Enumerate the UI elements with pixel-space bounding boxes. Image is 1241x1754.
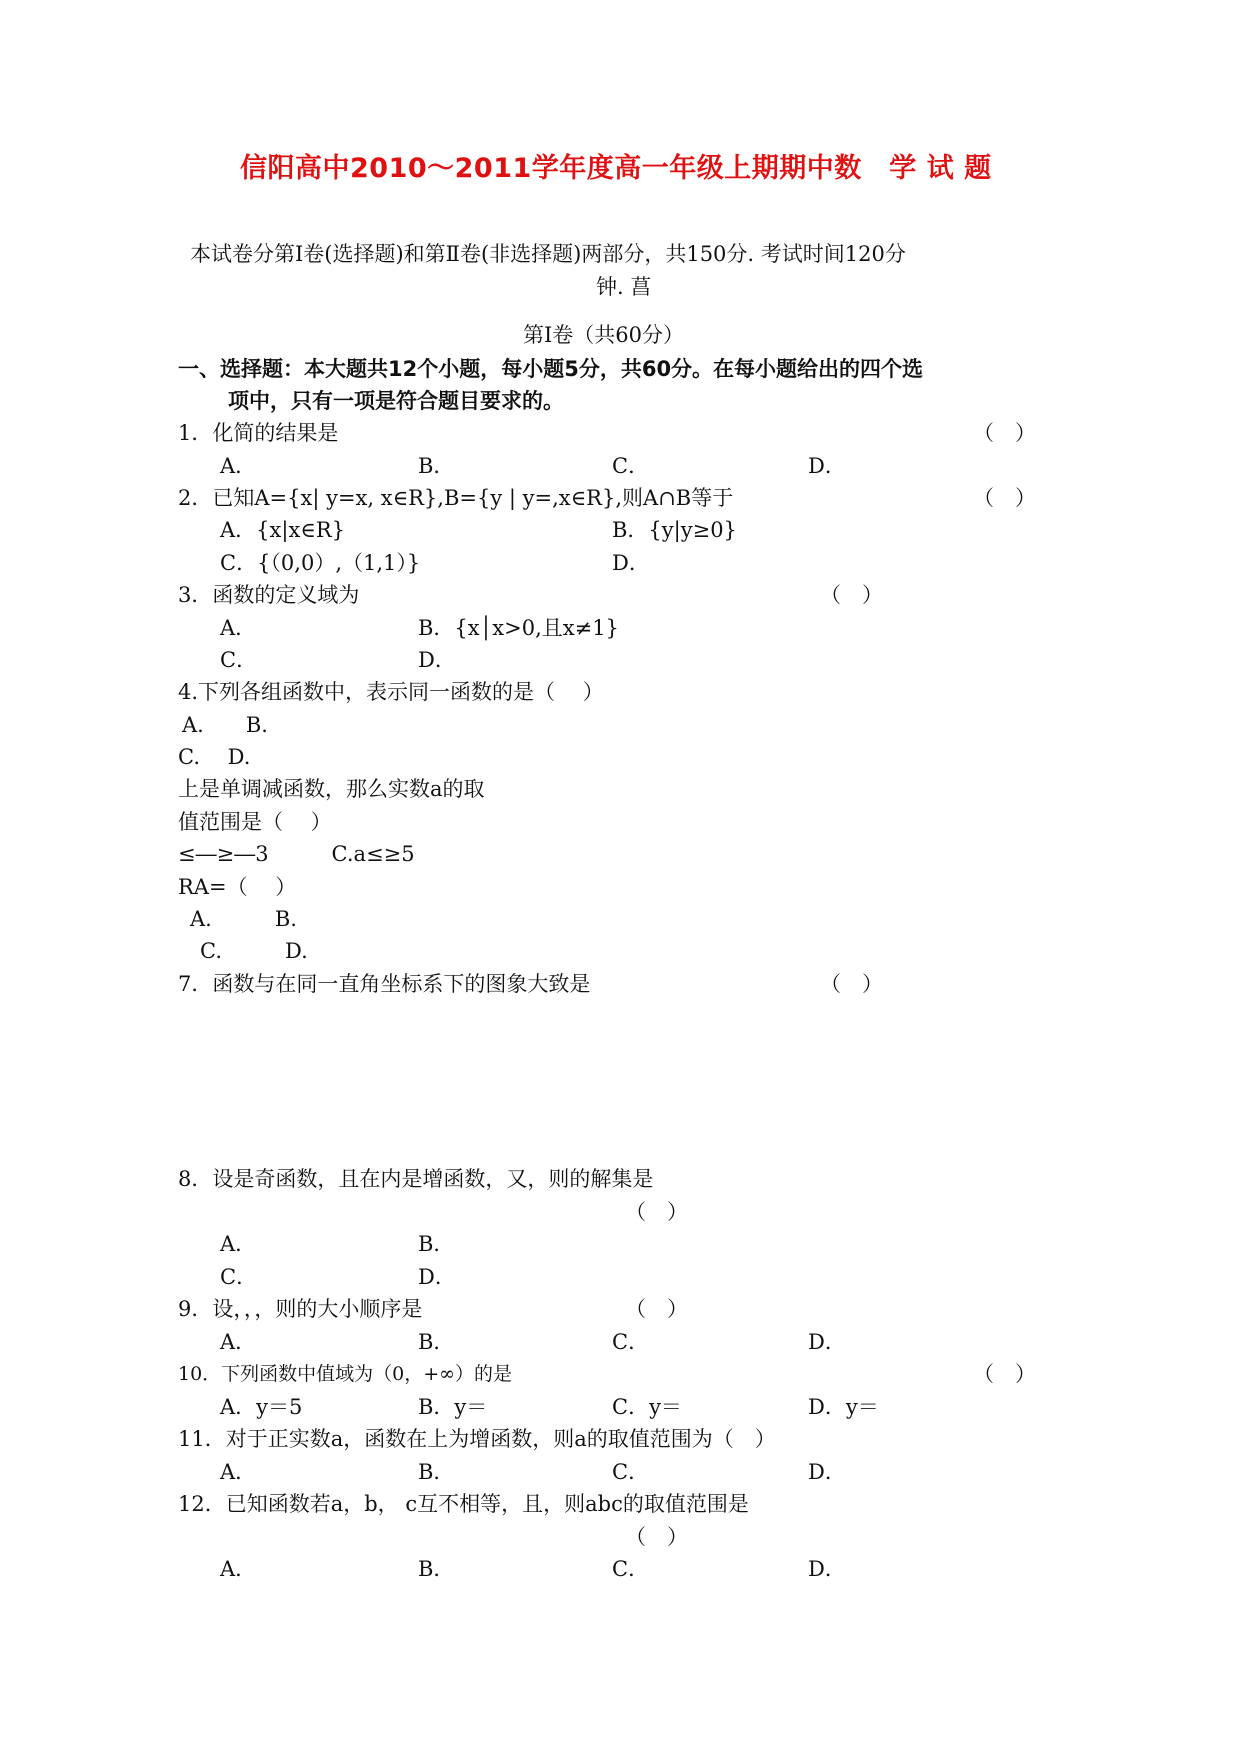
q8-option-d: D．: [418, 1265, 456, 1289]
intro-line-1: 本试卷分第Ⅰ卷(选择题)和第Ⅱ卷(非选择题)两部分，共150分. 考试时间120分: [190, 242, 906, 266]
q7-answer-paren: （ ）: [820, 972, 883, 996]
q12-option-b: B．: [418, 1557, 455, 1581]
q1-answer-paren: （ ）: [973, 421, 1036, 445]
q2-answer-paren: （ ）: [973, 486, 1036, 510]
q9-stem: 9．设，，，则的大小顺序是: [178, 1297, 423, 1321]
exam-title: 信阳高中2010～2011学年度高一年级上期期中数 学 试 题: [240, 153, 992, 184]
q12-answer-paren: （ ）: [625, 1525, 688, 1549]
q10-option-c: C．y＝: [612, 1395, 682, 1419]
section-one-line-2: 项中，只有一项是符合题目要求的。: [228, 389, 564, 413]
q10-option-b: B．y＝: [418, 1395, 488, 1419]
q4-stem: 4.下列各组函数中，表示同一函数的是（ ）: [178, 680, 604, 704]
q9-option-b: B．: [418, 1330, 455, 1354]
q10-option-d: D．y＝: [808, 1395, 879, 1419]
q6-options-ab: A. B.: [190, 907, 297, 931]
q6-stem: RA=（ ）: [178, 875, 297, 899]
q9-option-c: C．: [612, 1330, 650, 1354]
q12-option-c: C．: [612, 1557, 650, 1581]
section-one-line-1: 一、选择题：本大题共12个小题，每小题5分，共60分。在每小题给出的四个选: [178, 357, 924, 381]
q11-option-c: C．: [612, 1460, 650, 1484]
q3-option-c: C．: [220, 648, 258, 672]
q8-option-a: A．: [220, 1232, 257, 1256]
q1-option-b: B．: [418, 454, 455, 478]
q1-stem: 1．化简的结果是: [178, 421, 339, 445]
q3-option-a: A．: [220, 616, 257, 640]
q12-stem: 12．已知函数若a，b， c互不相等，且，则abc的取值范围是: [178, 1492, 749, 1516]
part-one-heading: 第Ⅰ卷（共60分）: [523, 323, 685, 347]
q7-stem: 7．函数与在同一直角坐标系下的图象大致是: [178, 972, 591, 996]
q9-answer-paren: （ ）: [625, 1297, 688, 1321]
q10-answer-paren: （ ）: [973, 1362, 1036, 1386]
q8-option-c: C．: [220, 1265, 258, 1289]
q4-options-ab: A. B.: [182, 713, 268, 737]
q9-option-d: D．: [808, 1330, 846, 1354]
q5-line-1: 上是单调减函数，那么实数a的取: [178, 777, 485, 801]
q3-stem: 3．函数的定义域为: [178, 583, 360, 607]
q2-option-c: C．{（0,0）,（1,1）}: [220, 551, 421, 575]
q3-answer-paren: （ ）: [820, 583, 883, 607]
q5-line-2: 值范围是（ ）: [178, 810, 332, 834]
q8-answer-paren: （ ）: [625, 1200, 688, 1224]
q10-stem: 10．下列函数中值域为（0，+∞）的是: [178, 1363, 513, 1385]
q1-option-a: A．: [220, 454, 257, 478]
q2-option-a: A．{x|x∈R}: [220, 518, 346, 542]
q8-stem: 8．设是奇函数，且在内是增函数，又，则的解集是: [178, 1167, 654, 1191]
q6-options-cd: C. D.: [200, 939, 308, 963]
q11-option-d: D．: [808, 1460, 846, 1484]
q3-option-b: B．{x│x>0,且x≠1}: [418, 616, 619, 640]
intro-line-2: 钟. 菖: [596, 275, 652, 299]
q11-option-b: B．: [418, 1460, 455, 1484]
q4-options-cd: C. D.: [178, 745, 251, 769]
q1-option-c: C．: [612, 454, 650, 478]
q2-option-b: B．{y|y≥0}: [612, 518, 737, 542]
q2-stem: 2．已知A={x| y=x, x∈R},B={y | y=,x∈R},则A∩B等于: [178, 486, 734, 510]
q5-options: ≤―≥―3 C.a≤≥5: [178, 842, 415, 866]
q2-option-d: D．: [612, 551, 650, 575]
q12-option-a: A．: [220, 1557, 257, 1581]
q12-option-d: D．: [808, 1557, 846, 1581]
q9-option-a: A．: [220, 1330, 257, 1354]
q3-option-d: D．: [418, 648, 456, 672]
q11-stem: 11．对于正实数a，函数在上为增函数，则a的取值范围为（ ）: [178, 1427, 776, 1451]
q11-option-a: A．: [220, 1460, 257, 1484]
q10-option-a: A．y＝5: [220, 1395, 303, 1419]
q1-option-d: D．: [808, 454, 846, 478]
q8-option-b: B．: [418, 1232, 455, 1256]
